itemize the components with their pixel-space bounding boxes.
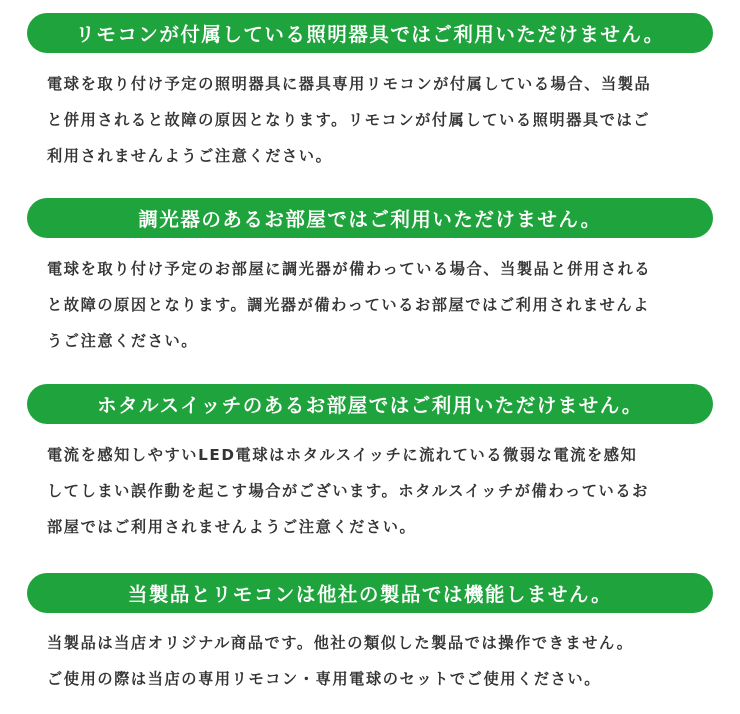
section-1-line-1: 電球を取り付け予定の照明器具に器具専用リモコンが付属している場合、当製品 — [47, 75, 652, 93]
section-4-heading: 当製品とリモコンは他社の製品では機能しません。 — [127, 583, 613, 606]
section-2-line-3: うご注意ください。 — [47, 332, 199, 350]
section-4-line-1: 当製品は当店オリジナル商品です。他社の類似した製品では操作できません。 — [47, 634, 634, 652]
section-2-line-1: 電球を取り付け予定のお部屋に調光器が備わっている場合、当製品と併用される — [47, 260, 652, 278]
section-4-body — [47, 625, 701, 697]
section-2-line-2: と故障の原因となります。調光器が備わっているお部屋ではご利用されませんよ — [47, 296, 650, 314]
section-3-heading-banner — [27, 384, 713, 424]
section-3-line-1: 電流を感知しやすいLED電球はホタルスイッチに流れている微弱な電流を感知 — [47, 446, 638, 464]
section-3-line-2: してしまい誤作動を起こす場合がございます。ホタルスイッチが備わっているお — [47, 482, 649, 500]
section-3-line-3: 部屋ではご利用されませんようご注意ください。 — [47, 518, 417, 536]
section-4-line-2: ご使用の際は当店の専用リモコン・専用電球のセットでご使用ください。 — [47, 670, 601, 688]
section-1-line-2: と併用されると故障の原因となります。リモコンが付属している照明器具ではご — [47, 111, 651, 129]
section-2-heading: 調光器のあるお部屋ではご利用いただけません。 — [138, 208, 602, 231]
section-4-heading-banner — [27, 573, 713, 613]
section-3-heading: ホタルスイッチのあるお部屋ではご利用いただけません。 — [97, 394, 643, 417]
section-1-line-3: 利用されませんようご注意ください。 — [47, 147, 333, 165]
section-1-heading-banner — [27, 13, 713, 53]
section-3-body — [47, 437, 701, 545]
section-2-body — [47, 251, 701, 359]
section-1-body — [47, 66, 701, 174]
section-2-heading-banner — [27, 198, 713, 238]
section-1-heading: リモコンが付属している照明器具ではご利用いただけません。 — [75, 23, 665, 46]
